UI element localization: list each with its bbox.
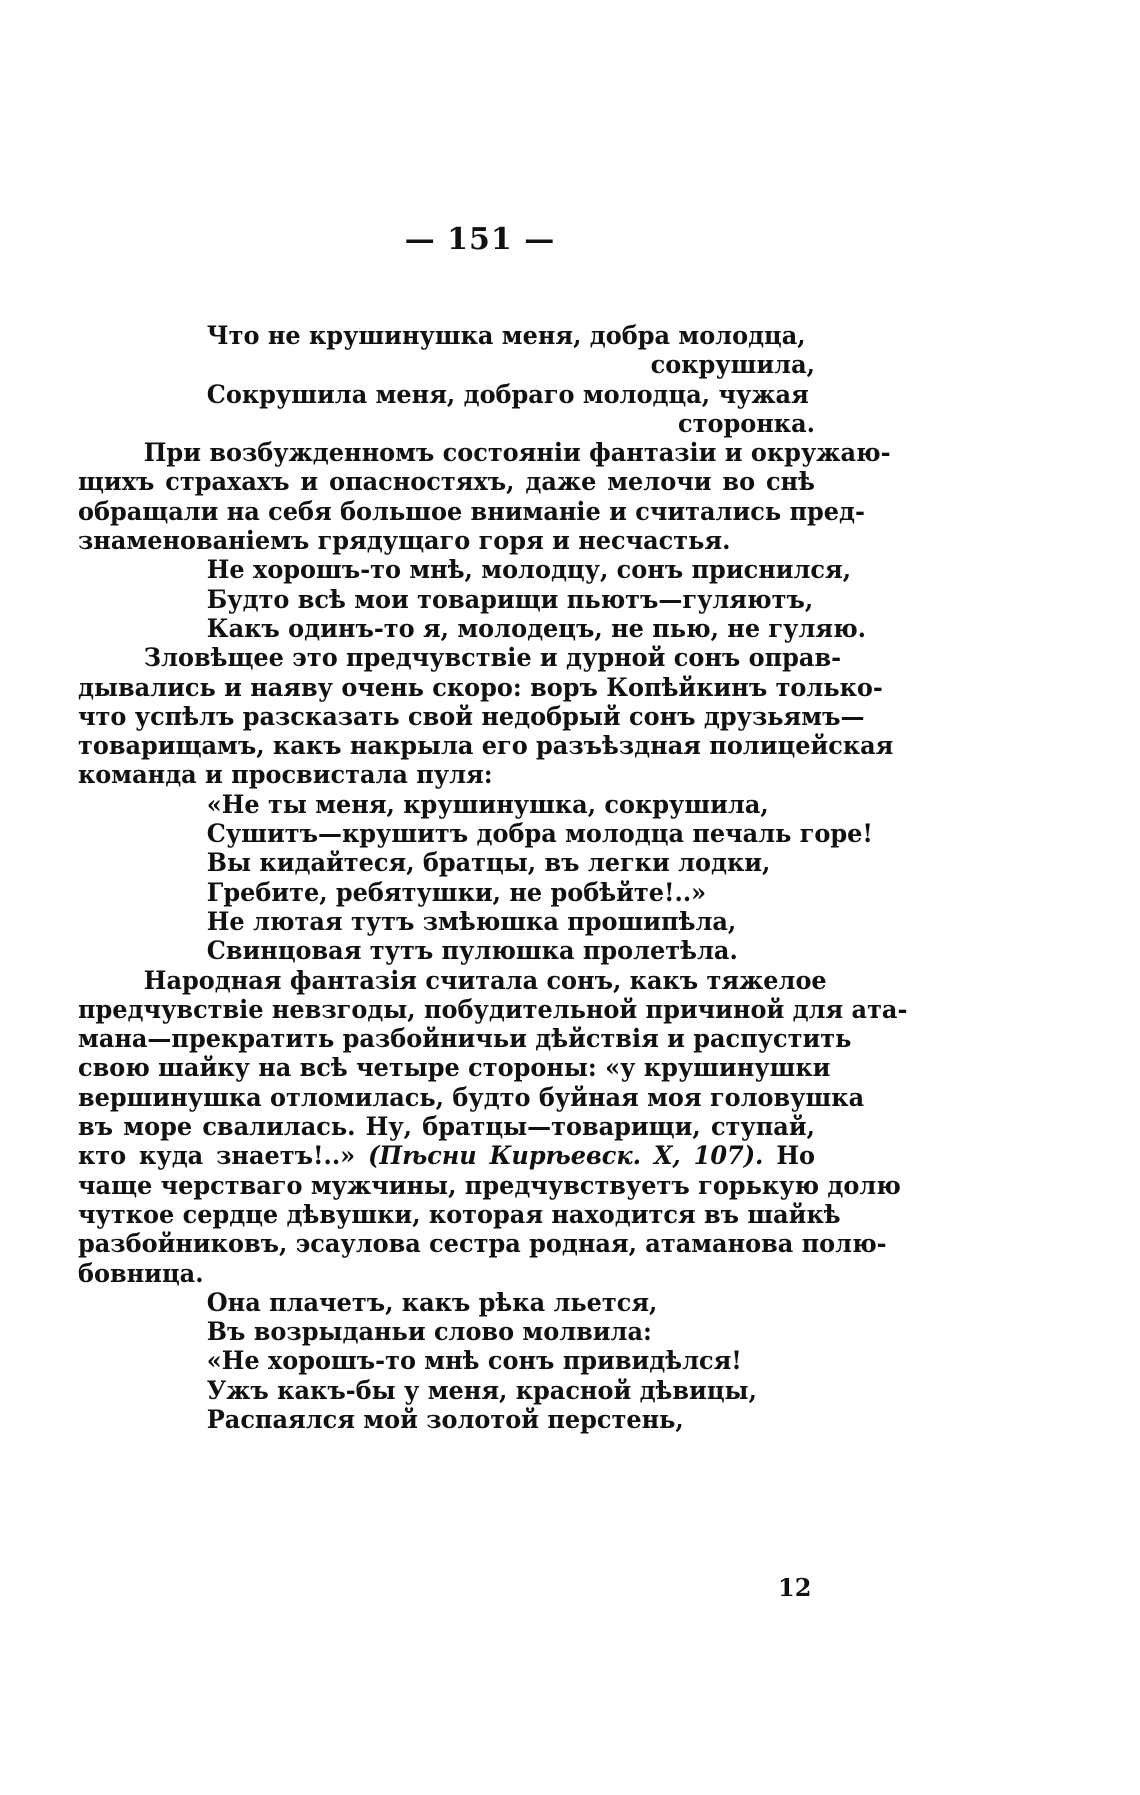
paragraph-line: щихъ страхахъ и опасностяхъ, даже мелочи во снѣ xyxy=(78,467,815,498)
verse-line-continuation: сторонка. xyxy=(678,408,815,439)
verse-line: Будто всѣ мои товарищи пьютъ—гуляютъ, xyxy=(206,584,814,615)
verse-line: Свинцовая тутъ пулюшка пролетѣла. xyxy=(206,936,738,967)
verse-line: Распаялся мой золотой перстень, xyxy=(206,1404,684,1435)
paragraph-line: предчувствіе невзгоды, побудительной причиной для ата- xyxy=(78,994,908,1025)
quote-end: кто куда знаетъ!..» xyxy=(78,1141,356,1172)
verse-line: «Не хорошъ-то мнѣ сонъ привидѣлся! xyxy=(206,1346,742,1377)
verse-line: Что не крушинушка меня, добра молодца, xyxy=(206,321,806,351)
verse-line: Гребите, ребятушки, не робѣйте!..» xyxy=(206,877,707,908)
paragraph-line: Народная фантазія считала сонъ, какъ тяжелое xyxy=(143,965,827,996)
page-number: — 151 — xyxy=(404,222,556,257)
verse-line: Сокрушила меня, добраго молодца, чужая xyxy=(206,379,809,410)
paragraph-line: въ море свалилась. Ну, братцы—товарищи, ступай, xyxy=(78,1112,815,1143)
paragraph-line: что успѣлъ разсказать свой недобрый сонъ друзьямъ— xyxy=(78,701,865,732)
verse-line: Она плачетъ, какъ рѣка льется, xyxy=(206,1287,658,1318)
verse-line-continuation: сокрушила, xyxy=(650,350,815,381)
paragraph-line: товарищамъ, какъ накрыла его разъѣздная полицейская xyxy=(78,731,894,762)
verse-line: Ужъ какъ-бы у меня, красной дѣвицы, xyxy=(206,1375,757,1406)
paragraph-line: дывались и наяву очень скоро: воръ Копѣйкинъ только- xyxy=(78,672,883,703)
paragraph-line: обращали на себя большое вниманіе и считались пред- xyxy=(78,496,865,527)
verse-line: Въ возрыданьи слово молвила: xyxy=(206,1317,652,1348)
signature-mark: 12 xyxy=(778,1573,812,1602)
verse-line: Вы кидайтеся, братцы, въ легки лодки, xyxy=(206,848,771,879)
page-text xyxy=(78,321,908,1435)
verse-line: Сушитъ—крушитъ добра молодца печаль горе! xyxy=(206,819,873,850)
verse-line: Не хорошъ-то мнѣ, молодцу, сонъ приснился, xyxy=(206,555,852,586)
paragraph-word: Но xyxy=(776,1141,815,1172)
paragraph-line: знаменованіемъ грядущаго горя и несчастья. xyxy=(78,526,731,557)
citation: (Пѣсни Кирѣевск. X, 107). xyxy=(368,1141,764,1172)
paragraph-line: свою шайку на всѣ четыре стороны: «у крушинушки xyxy=(78,1053,831,1084)
paragraph-line: мана—прекратить разбойничьи дѣйствія и распустить xyxy=(78,1024,852,1055)
verse-line: «Не ты меня, крушинушка, сокрушила, xyxy=(206,789,769,820)
paragraph-line: вершинушка отломилась, будто буйная моя головушка xyxy=(78,1082,865,1113)
paragraph-line: При возбужденномъ состояніи фантазіи и окружаю- xyxy=(143,438,891,469)
paragraph-line: бовница. xyxy=(78,1258,204,1289)
verse-line: Не лютая тутъ змѣюшка прошипѣла, xyxy=(206,906,737,937)
verse-line: Какъ одинъ-то я, молодецъ, не пью, не гуляю. xyxy=(206,613,867,644)
paragraph-line xyxy=(78,1142,815,1171)
paragraph-line: команда и просвистала пуля: xyxy=(78,760,493,791)
paragraph-line: разбойниковъ, эсаулова сестра родная, атаманова полю- xyxy=(78,1229,887,1260)
paragraph-line: чуткое сердце дѣвушки, которая находится въ шайкѣ xyxy=(78,1199,841,1230)
paragraph-line: чаще черстваго мужчины, предчувствуетъ горькую долю xyxy=(78,1170,901,1201)
paragraph-line: Зловѣщее это предчувствіе и дурной сонъ оправ- xyxy=(143,643,842,674)
